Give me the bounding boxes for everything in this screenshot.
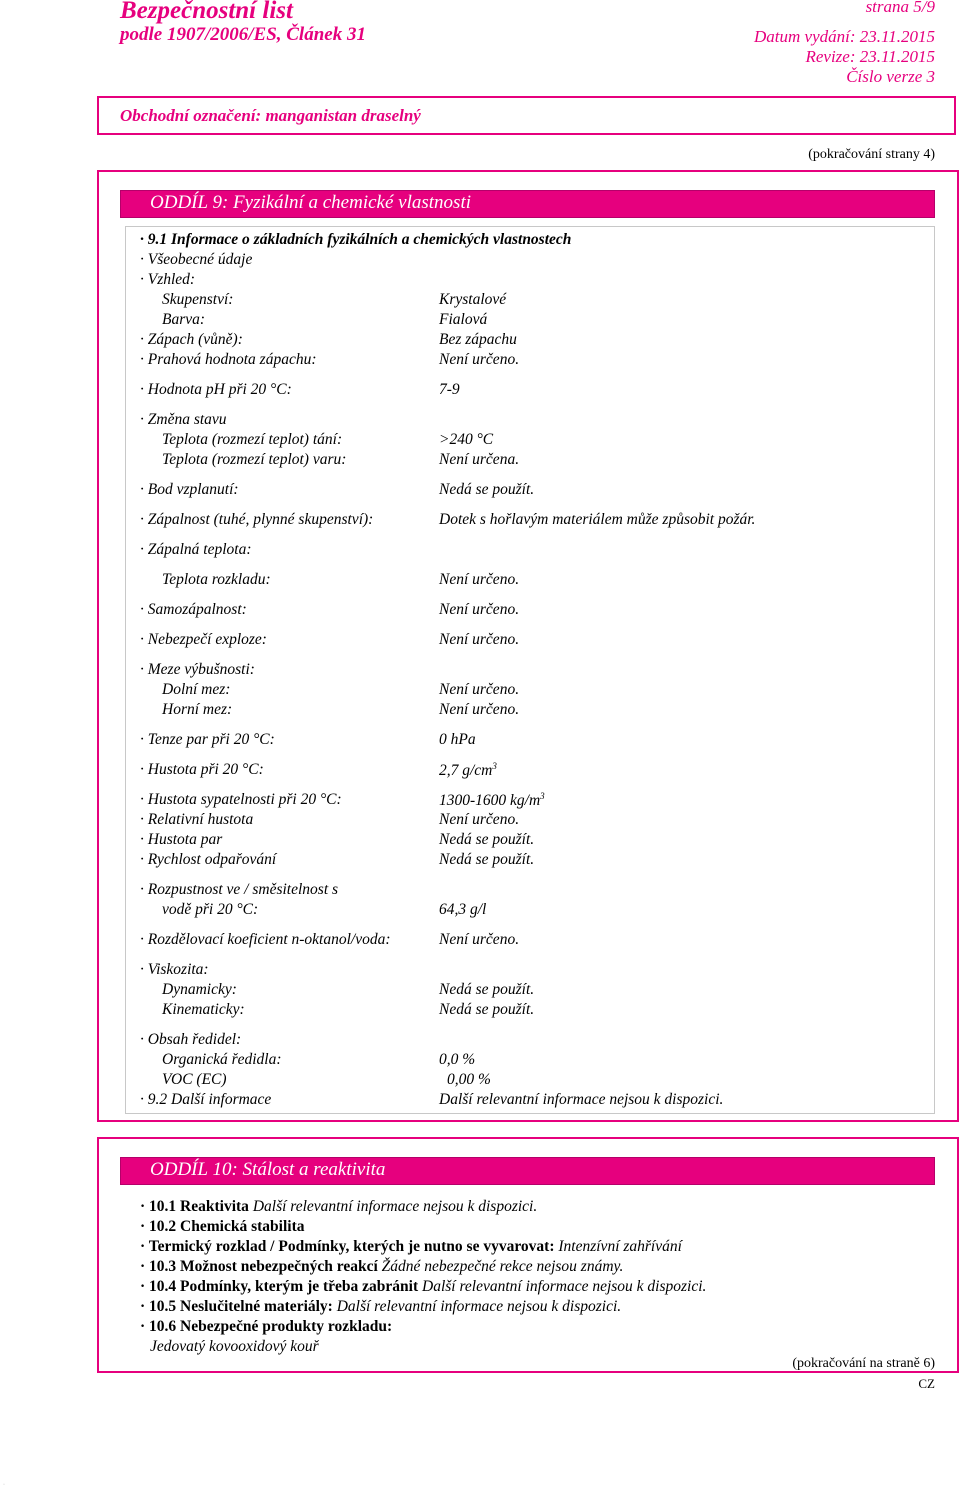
revision-date: Revize: 23.11.2015	[805, 47, 935, 66]
relative-density-value: Není určeno.	[439, 811, 520, 828]
ignition-temp-label: · Zápalná teplota:	[140, 541, 252, 558]
continuation-from: (pokračování strany 4)	[808, 147, 935, 162]
state-change-label: · Změna stavu	[140, 411, 227, 428]
melting-point-value: >240 °C	[439, 431, 494, 448]
partition-coefficient-value: Není určeno.	[439, 931, 520, 948]
bulk-density-label: · Hustota sypatelnosti při 20 °C:	[140, 791, 342, 808]
self-ignition-label: · Samozápalnost:	[140, 601, 247, 618]
corner-mark: ·	[3, 1482, 5, 1488]
density-number: 2,7 g/cm	[439, 762, 493, 780]
decomposition-temp-value: Není určeno.	[439, 571, 520, 588]
version-number: Číslo verze 3	[846, 67, 935, 86]
incompatible-materials-row	[140, 1298, 621, 1316]
superscript-3: 3	[492, 761, 497, 771]
self-ignition-value: Není určeno.	[439, 601, 520, 618]
page-number: strana 5/9	[865, 0, 935, 16]
chemical-stability-row	[140, 1218, 304, 1236]
appearance-label: · Vzhled:	[140, 271, 196, 288]
upper-limit-label: Horní mez:	[162, 701, 233, 718]
relative-density-label: · Relativní hustota	[140, 811, 254, 828]
density-value	[439, 761, 497, 780]
explosion-limits-label: · Meze výbušnosti:	[140, 661, 255, 678]
boiling-point-value: Není určena.	[439, 451, 520, 468]
decomposition-products-value: Jedovatý kovooxidový kouř	[150, 1338, 319, 1355]
ph-label: · Hodnota pH při 20 °C:	[140, 381, 292, 398]
section-10-title: ODDÍL 10: Stálost a reaktivita	[150, 1159, 386, 1180]
thermal-decomposition-value: Intenzívní zahřívání	[554, 1238, 682, 1255]
bulk-density-value	[439, 791, 545, 810]
bulk-density-number: 1300-1600 kg/m	[439, 792, 541, 810]
decomposition-products-row	[140, 1318, 392, 1336]
voc-value: 0,00 %	[447, 1071, 491, 1088]
incompatible-materials-value: Další relevantní informace nejsou k dispozici.	[332, 1298, 622, 1315]
odour-value: Bez zápachu	[439, 331, 517, 348]
decomposition-temp-label: Teplota rozkladu:	[162, 571, 271, 588]
conditions-to-avoid-row	[140, 1278, 706, 1296]
general-info-label: · Všeobecné údaje	[140, 251, 253, 268]
ph-value: 7-9	[439, 381, 460, 398]
organic-solvents-label: Organická ředidla:	[162, 1051, 282, 1068]
flammability-label: · Zápalnost (tuhé, plynné skupenství):	[140, 511, 374, 528]
conditions-to-avoid-value: Další relevantní informace nejsou k dispozici.	[418, 1278, 707, 1295]
kinematic-viscosity-value: Nedá se použít.	[439, 1001, 535, 1018]
state-value: Krystalové	[439, 291, 507, 308]
document-subtitle: podle 1907/2006/ES, Článek 31	[120, 24, 366, 45]
incompatible-materials-label: · 10.5 Neslučitelné materiály:	[140, 1298, 333, 1315]
vapour-density-label: · Hustota par	[140, 831, 223, 848]
hazardous-reactions-row	[140, 1258, 623, 1276]
explosion-danger-value: Není určeno.	[439, 631, 520, 648]
decomposition-products-label: · 10.6 Nebezpečné produkty rozkladu:	[140, 1318, 393, 1335]
reactivity-label: · 10.1 Reaktivita	[140, 1198, 249, 1215]
dynamic-viscosity-label: Dynamicky:	[162, 981, 237, 998]
boiling-point-label: Teplota (rozmezí teplot) varu:	[162, 451, 347, 468]
continuation-to: (pokračování na straně 6)	[792, 1356, 935, 1371]
dynamic-viscosity-value: Nedá se použít.	[439, 981, 535, 998]
lower-limit-value: Není určeno.	[439, 681, 520, 698]
upper-limit-value: Není určeno.	[439, 701, 520, 718]
water-solubility-label: vodě při 20 °C:	[162, 901, 259, 918]
superscript-3: 3	[540, 791, 545, 801]
color-label: Barva:	[162, 311, 206, 328]
hazardous-reactions-label: · 10.3 Možnost nebezpečných reakcí	[140, 1258, 378, 1275]
odour-label: · Zápach (vůně):	[140, 331, 243, 348]
flash-point-value: Nedá se použít.	[439, 481, 535, 498]
lower-limit-label: Dolní mez:	[162, 681, 231, 698]
state-label: Skupenství:	[162, 291, 234, 308]
vapour-pressure-value: 0 hPa	[439, 731, 476, 748]
solvent-content-label: · Obsah ředidel:	[140, 1031, 242, 1048]
organic-solvents-value: 0,0 %	[439, 1051, 476, 1068]
section-9-title: ODDÍL 9: Fyzikální a chemické vlastnosti	[150, 192, 471, 213]
density-label: · Hustota při 20 °C:	[140, 761, 264, 778]
evaporation-rate-value: Nedá se použít.	[439, 851, 535, 868]
language-code: CZ	[918, 1376, 935, 1391]
vapour-density-value: Nedá se použít.	[439, 831, 535, 848]
melting-point-label: Teplota (rozmezí teplot) tání:	[162, 431, 343, 448]
reactivity-row	[140, 1198, 537, 1216]
hazardous-reactions-value: Žádné nebezpečné rekce nejsou známy.	[377, 1258, 624, 1275]
info-9-1-heading: · 9.1 Informace o základních fyzikálních a chemických vlastnostech	[140, 231, 572, 248]
voc-label: VOC (EC)	[162, 1071, 227, 1088]
document-title: Bezpečnostní list	[120, 0, 293, 24]
issue-date: Datum vydání: 23.11.2015	[754, 27, 935, 46]
partition-coefficient-label: · Rozdělovací koeficient n-oktanol/voda:	[140, 931, 391, 948]
other-info-value: Další relevantní informace nejsou k dispozici.	[439, 1091, 724, 1108]
flammability-value: Dotek s hořlavým materiálem může způsobit požár.	[439, 511, 756, 528]
kinematic-viscosity-label: Kinematicky:	[162, 1001, 245, 1018]
thermal-decomposition-row	[140, 1238, 682, 1256]
flash-point-label: · Bod vzplanutí:	[140, 481, 239, 498]
other-info-label: · 9.2 Další informace	[140, 1091, 272, 1108]
conditions-to-avoid-label: · 10.4 Podmínky, kterým je třeba zabránit	[140, 1278, 419, 1295]
color-value: Fialová	[439, 311, 488, 328]
viscosity-label: · Viskozita:	[140, 961, 209, 978]
water-solubility-value: 64,3 g/l	[439, 901, 487, 918]
odour-threshold-value: Není určeno.	[439, 351, 520, 368]
reactivity-value: Další relevantní informace nejsou k dispozici.	[248, 1198, 538, 1215]
odour-threshold-label: · Prahová hodnota zápachu:	[140, 351, 317, 368]
vapour-pressure-label: · Tenze par při 20 °C:	[140, 731, 275, 748]
trade-name: Obchodní označení: manganistan draselný	[120, 106, 421, 125]
evaporation-rate-label: · Rychlost odpařování	[140, 851, 277, 868]
explosion-danger-label: · Nebezpečí exploze:	[140, 631, 267, 648]
solubility-label: · Rozpustnost ve / směsitelnost s	[140, 881, 339, 898]
thermal-decomposition-label: · Termický rozklad / Podmínky, kterých je nutno se vyvarovat:	[140, 1238, 555, 1255]
chemical-stability-label: · 10.2 Chemická stabilita	[140, 1218, 305, 1235]
